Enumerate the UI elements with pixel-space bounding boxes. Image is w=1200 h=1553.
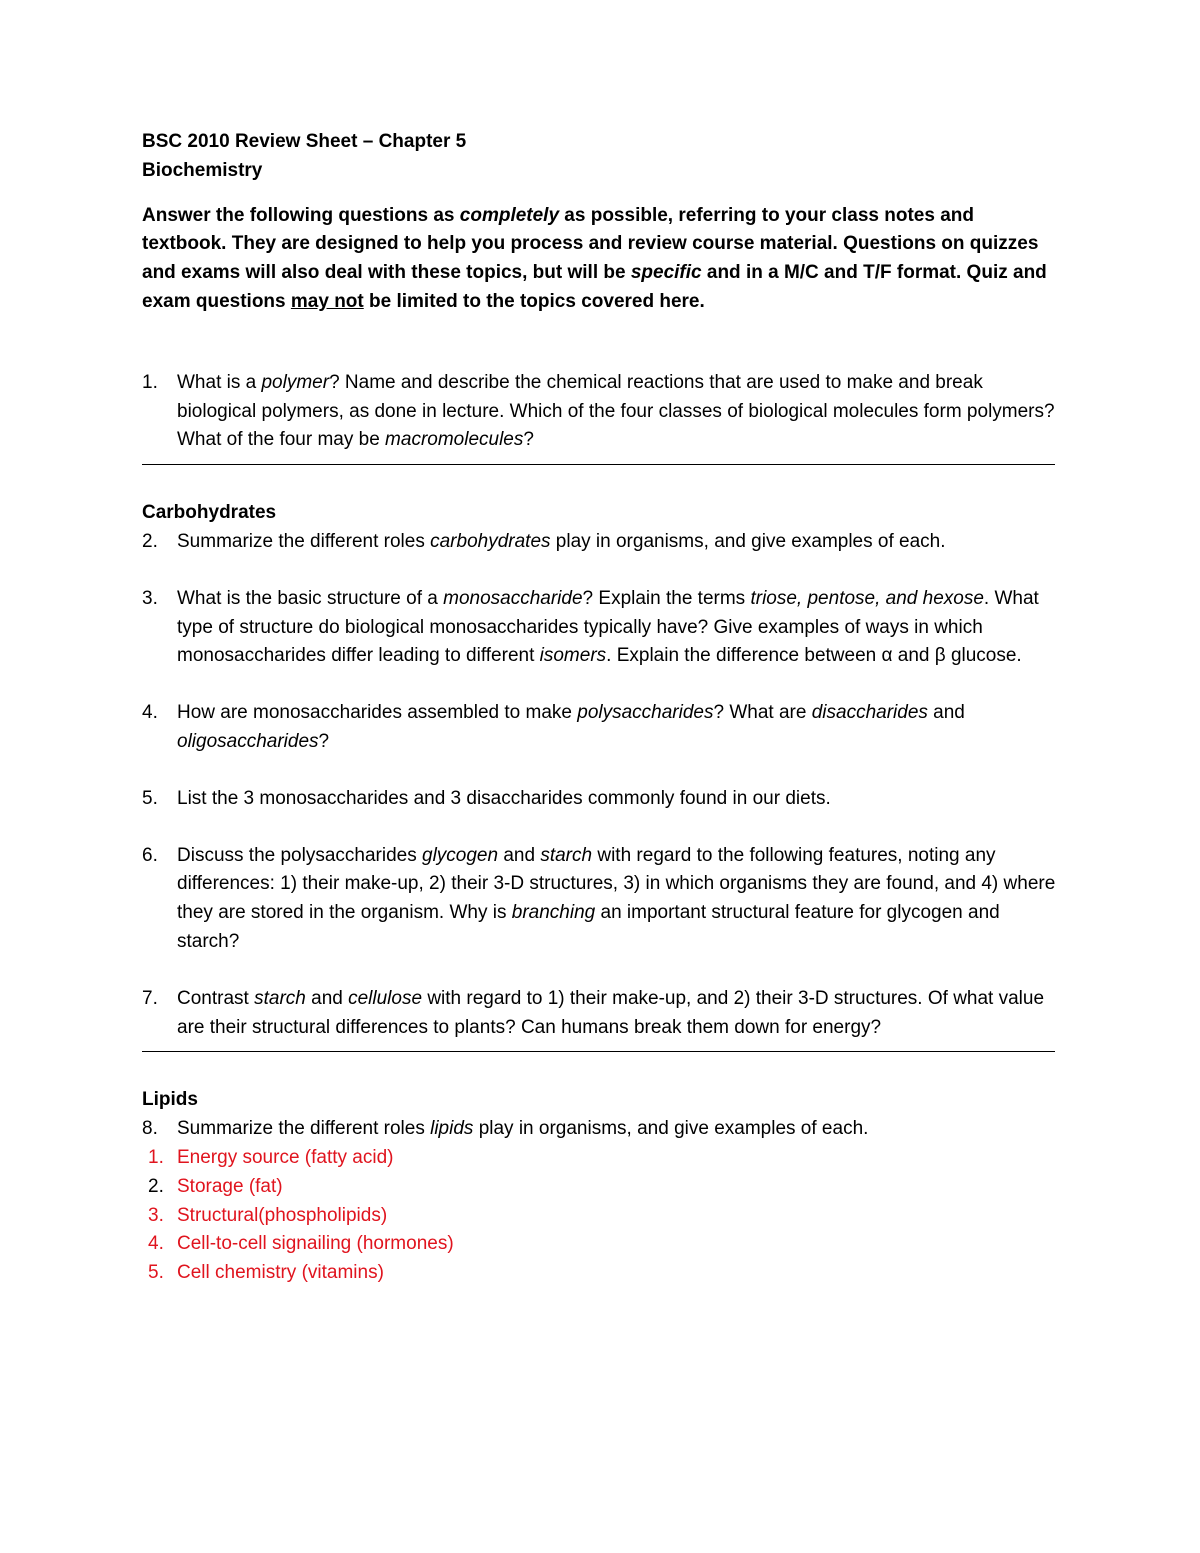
answer-item [148,1259,1057,1288]
question-number: 3. [142,587,158,609]
question-term: macromolecules [385,429,524,451]
question-5 [142,785,1057,814]
intro-emphasis-completely: completely [459,204,560,226]
question-term: cellulose [348,987,423,1009]
question-text: ? [318,730,330,752]
question-term: starch [540,844,593,866]
question-term: disaccharides [811,702,928,724]
question-term: glycogen [422,844,499,866]
intro-emphasis-specific: specific [630,262,702,284]
question-4 [142,699,1057,757]
question-number: 4. [142,702,158,724]
question-text: . What type of structure do biological monosaccharides typically have? Give examples of ways in which monosaccharides differ leading to different [177,587,1039,667]
intro-text-2: as possible, referring to your class notes and textbook. They are designed to help you process and review course material. Questions on quizzes and exams will also deal with these topics, but will be [142,204,1039,284]
question-text: ? Name and describe the chemical reactions that are used to make and break biological polymers, as done in lecture. Which of the four classes of biological molecules form polymers? What of the four may be [177,371,1055,451]
question-text: ? What are [713,702,812,724]
question-number: 2. [142,530,158,552]
question-text: What is the basic structure of a [177,587,444,609]
answer-item [148,1202,1057,1231]
question-text: play in organisms, and give examples of each. [550,530,946,552]
question-term: lipids [430,1118,474,1140]
answer-number: 3. [148,1204,164,1226]
question-text: play in organisms, and give examples of each. [473,1118,869,1140]
answer-item [148,1230,1057,1259]
question-term: starch [254,987,306,1009]
question-term: oligosaccharides [177,730,319,752]
document-subtitle: Biochemistry [142,159,263,181]
question-number: 6. [142,844,158,866]
question-2 [142,528,1057,557]
question-term: carbohydrates [430,530,551,552]
answer-item [148,1144,1057,1173]
question-text: . Explain the difference between α and β glucose. [606,645,1022,667]
question-number: 8. [142,1118,158,1140]
question-text: What is a [177,371,262,393]
question-term: polymer [261,371,330,393]
question-term: branching [511,902,596,924]
question-term: isomers [539,645,607,667]
intro-underline-may-not: may not [290,290,364,312]
answer-item [148,1173,1057,1202]
question-text: and [498,844,541,866]
answer-number: 2. [148,1175,164,1197]
question-6 [142,842,1057,957]
question-number: 7. [142,987,158,1009]
answer-text: Cell-to-cell signailing (hormones) [177,1233,454,1255]
question-text: an important structural feature for glycogen and starch? [177,902,1000,952]
answer-number: 1. [148,1146,164,1168]
answer-list [148,1144,1057,1288]
answer-text: Energy source (fatty acid) [177,1146,394,1168]
question-text: and [305,987,349,1009]
intro-text-4: be limited to the topics covered here. [363,290,705,312]
answer-text: Structural(phospholipids) [177,1204,388,1226]
question-text: Summarize the different roles [177,1118,431,1140]
answer-text: Storage (fat) [177,1175,283,1197]
question-text: List the 3 monosaccharides and 3 disaccharides commonly found in our diets. [177,787,831,809]
answer-number: 5. [148,1262,164,1284]
question-8 [142,1115,1057,1144]
document-title: BSC 2010 Review Sheet – Chapter 5 [142,131,467,152]
question-number: 1. [142,371,158,393]
question-text: Discuss the polysaccharides [177,844,422,866]
question-text: ? Explain the terms [582,587,751,609]
question-text: Summarize the different roles [177,530,431,552]
answer-text: Cell chemistry (vitamins) [177,1262,384,1284]
section-heading-carbohydrates: Carbohydrates [142,502,277,524]
question-3 [142,585,1057,671]
question-term: triose, pentose, and hexose [750,587,984,609]
section-heading-lipids: Lipids [142,1089,198,1111]
intro-text-3: and in a M/C and T/F format. Quiz and exam questions [142,262,1047,312]
question-1 [142,369,1057,455]
question-text: with regard to the following features, noting any differences: 1) their make-up, 2) their 3-D structures, 3) in which organisms they are found, and 4) where they are stored in the organism. Why is [177,844,1056,924]
question-term: monosaccharide [443,587,583,609]
question-number: 5. [142,787,158,809]
question-text: ? [523,429,534,451]
intro-paragraph [142,202,1057,317]
question-term: polysaccharides [577,702,714,724]
question-text: with regard to 1) their make-up, and 2) their 3-D structures. Of what value are their structural differences to plants? Can humans break them down for energy? [177,987,1045,1038]
question-text: and [927,702,965,724]
question-text: Contrast [177,987,255,1009]
question-text: How are monosaccharides assembled to make [177,702,578,724]
review-sheet-page [142,128,1057,1288]
question-7 [142,985,1057,1043]
answer-number: 4. [148,1233,164,1255]
intro-text-1: Answer the following questions as [142,204,460,226]
